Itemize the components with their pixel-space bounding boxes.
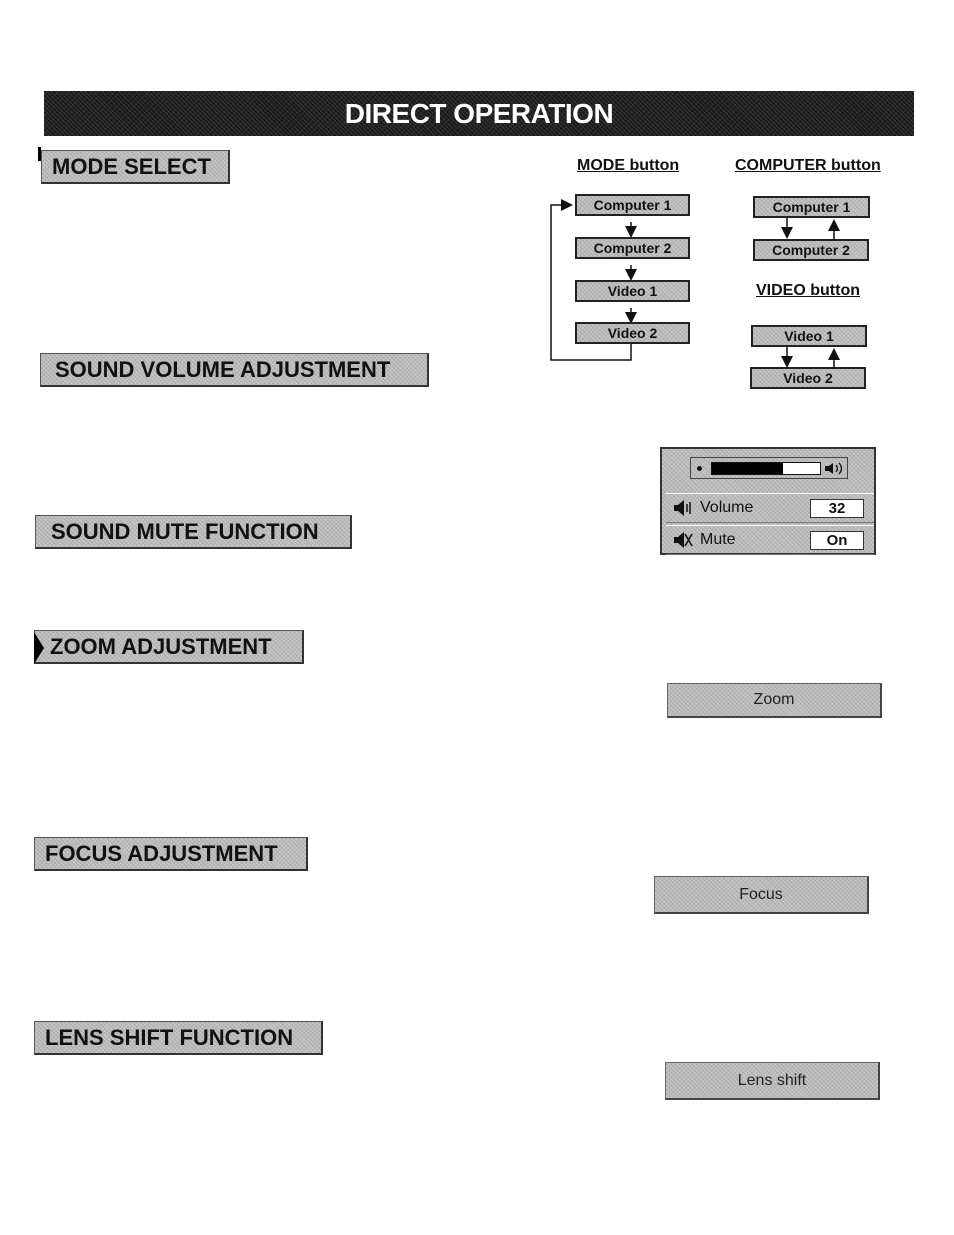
section-sound-mute-label: SOUND MUTE FUNCTION (51, 518, 319, 544)
speaker-icon (672, 498, 694, 518)
video-step-label: Video 1 (784, 328, 834, 344)
volume-row (666, 493, 874, 523)
mode-diagram-heading: MODE button (577, 157, 680, 174)
quiet-dot-icon (697, 466, 702, 471)
mode-step-label: Video 2 (607, 325, 658, 341)
volume-bar-fill (712, 463, 783, 474)
focus-osd-text: Focus (739, 885, 783, 903)
section-lens-shift (34, 1021, 323, 1055)
mode-step-label: Computer 2 (593, 240, 672, 256)
section-sound-volume (40, 353, 429, 387)
lens-shift-osd-label (665, 1062, 880, 1100)
section-zoom-label: ZOOM ADJUSTMENT (50, 633, 272, 659)
section-mode-select-label: MODE SELECT (52, 153, 211, 179)
section-sound-mute (35, 515, 352, 549)
page-title (44, 91, 914, 136)
section-mode-select (41, 150, 230, 184)
computer-toggle-arrows (770, 216, 850, 242)
section-sound-volume-label: SOUND VOLUME ADJUSTMENT (55, 356, 391, 382)
marker-wedge (34, 632, 44, 664)
video-toggle-arrows (770, 345, 850, 371)
mute-row (666, 525, 874, 555)
mode-step-computer-2 (575, 237, 690, 259)
computer-step-1 (753, 196, 870, 218)
volume-bar-track (711, 462, 821, 475)
mute-value: On (810, 531, 864, 550)
section-focus (34, 837, 308, 871)
page-title-text: DIRECT OPERATION (344, 97, 614, 129)
zoom-osd-label (667, 683, 882, 718)
loud-speaker-icon (824, 461, 846, 476)
volume-label: Volume (700, 499, 754, 516)
volume-bar-frame (690, 457, 848, 479)
video-step-1 (751, 325, 867, 347)
marker-tick (38, 147, 41, 161)
zoom-osd-text: Zoom (753, 691, 795, 708)
computer-step-2 (753, 239, 869, 261)
focus-osd-label (654, 876, 869, 914)
mute-label: Mute (700, 531, 736, 548)
mode-step-video-1 (575, 280, 690, 302)
section-lens-shift-label: LENS SHIFT FUNCTION (45, 1024, 294, 1050)
mute-icon (672, 530, 694, 550)
lens-shift-osd-text: Lens shift (737, 1071, 807, 1089)
video-diagram-heading: VIDEO button (756, 282, 860, 299)
mode-step-label: Computer 1 (593, 197, 672, 213)
mode-step-label: Video 1 (607, 283, 658, 299)
volume-value: 32 (810, 499, 864, 518)
mode-step-computer-1 (575, 194, 690, 216)
section-zoom (34, 630, 304, 664)
computer-diagram-heading: COMPUTER button (735, 157, 881, 174)
video-step-label: Video 2 (783, 370, 833, 386)
computer-step-label: Computer 1 (772, 199, 851, 215)
volume-osd-panel (660, 447, 876, 555)
mode-step-video-2 (575, 322, 690, 344)
computer-step-label: Computer 2 (772, 242, 850, 258)
section-focus-label: FOCUS ADJUSTMENT (45, 840, 278, 866)
